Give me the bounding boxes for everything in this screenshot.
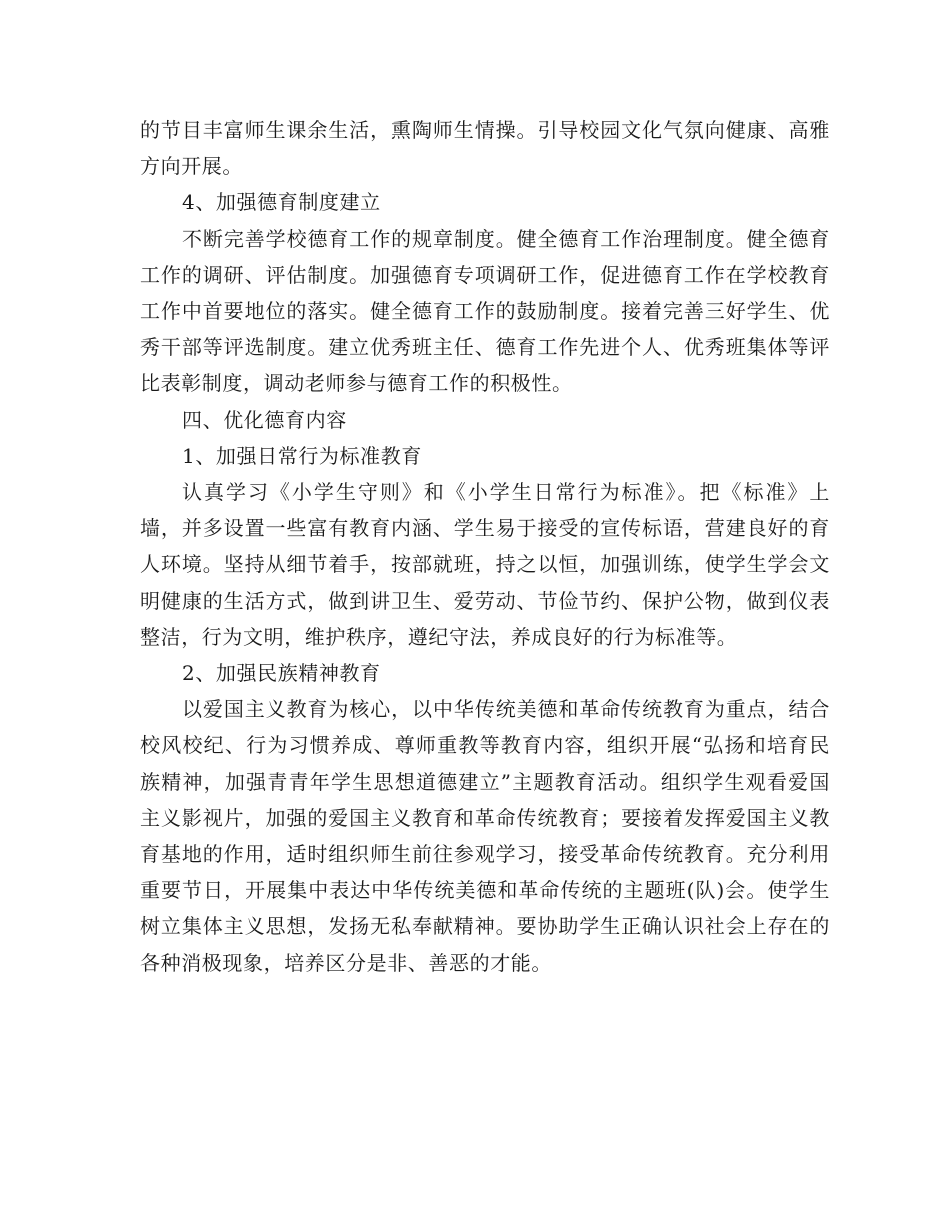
paragraph-continuation: 的节目丰富师生课余生活，熏陶师生情操。引导校园文化气氛向健康、高雅方向开展。 bbox=[140, 118, 830, 179]
document-body bbox=[140, 112, 830, 981]
section-heading-optimize-content: 四、优化德育内容 bbox=[182, 407, 347, 432]
paragraph-national-spirit: 以爱国主义教育为核心，以中华传统美德和革命传统教育为重点，结合校风校纪、行为习惯养成、尊师重教等教育内容，组织开展“弘扬和培育民族精神，加强青青年学生思想道德建立”主题教育活动。组织学生观看爱国主义影视片，加强的爱国主义教育和革命传统教育；要接着发挥爱国主义教育基地的作用，适时组织师生前往参观学习，接受革命传统教育。充分利用重要节日，开展集中表达中华传统美德和革命传统的主题班(队)会。使学生树立集体主义思想，发扬无私奉献精神。要协助学生正确认识社会上存在的各种消极现象，培养区分是非、善恶的才能。 bbox=[140, 697, 830, 975]
section-heading-daily-behavior: 1、加强日常行为标准教育 bbox=[182, 443, 422, 468]
section-heading-moral-system: 4、加强德育制度建立 bbox=[182, 190, 381, 215]
section-heading-national-spirit: 2、加强民族精神教育 bbox=[182, 661, 381, 686]
paragraph-daily-behavior: 认真学习《小学生守则》和《小学生日常行为标准》。把《标准》上墙，并多设置一些富有教育内涵、学生易于接受的宣传标语，营建良好的育人环境。坚持从细节着手，按部就班，持之以恒，加强训练，使学生学会文明健康的生活方式，做到讲卫生、爱劳动、节俭节约、保护公物，做到仪表整洁，行为文明，维护秩序，遵纪守法，养成良好的行为标准等。 bbox=[140, 480, 830, 649]
paragraph-moral-system: 不断完善学校德育工作的规章制度。健全德育工作治理制度。健全德育工作的调研、评估制度。加强德育专项调研工作，促进德育工作在学校教育工作中首要地位的落实。健全德育工作的鼓励制度。接着完善三好学生、优秀干部等评选制度。建立优秀班主任、德育工作先进个人、优秀班集体等评比表彰制度，调动老师参与德育工作的积极性。 bbox=[140, 226, 830, 396]
